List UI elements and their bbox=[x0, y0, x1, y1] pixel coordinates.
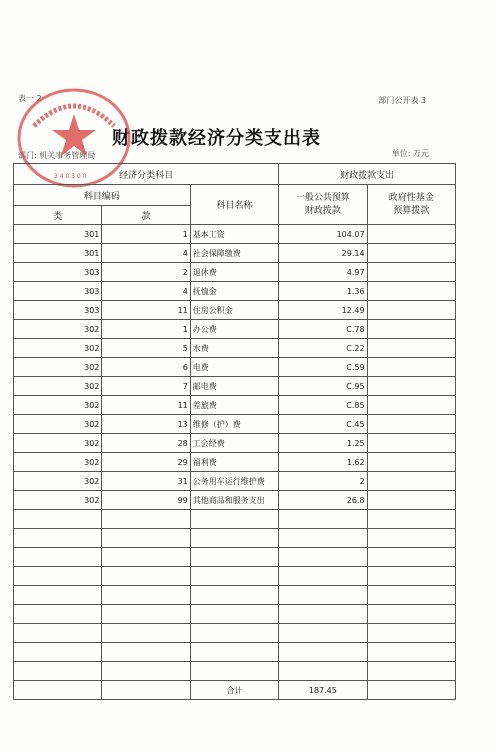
total-label: 合计 bbox=[190, 681, 278, 700]
cell-fund bbox=[367, 434, 455, 453]
empty-cell bbox=[367, 643, 455, 662]
cell-general: 4.97 bbox=[279, 263, 367, 282]
empty-cell bbox=[102, 548, 190, 567]
cell-name: 福利费 bbox=[190, 453, 278, 472]
cell-kuan: 13 bbox=[102, 415, 190, 434]
cell-name: 住房公积金 bbox=[190, 301, 278, 320]
expenditure-table bbox=[13, 163, 456, 700]
cell-lei: 302 bbox=[14, 415, 102, 434]
empty-cell bbox=[14, 548, 102, 567]
empty-cell bbox=[190, 510, 278, 529]
svg-text:3 4 0 3 0 0: 3 4 0 3 0 0 bbox=[54, 173, 87, 180]
cell-kuan: 29 bbox=[102, 453, 190, 472]
empty-cell bbox=[190, 643, 278, 662]
header-lei: 类 bbox=[14, 206, 102, 225]
table-row bbox=[14, 339, 456, 358]
empty-cell bbox=[14, 643, 102, 662]
empty-cell bbox=[102, 567, 190, 586]
cell-name: 其他商品和服务支出 bbox=[190, 491, 278, 510]
empty-cell bbox=[367, 510, 455, 529]
cell-fund bbox=[367, 358, 455, 377]
cell-general: 1.62 bbox=[279, 453, 367, 472]
cell-kuan: 11 bbox=[102, 396, 190, 415]
unit-label: 单位: 万元 bbox=[391, 149, 429, 158]
empty-cell bbox=[14, 567, 102, 586]
cell-kuan: 31 bbox=[102, 472, 190, 491]
cell-lei: 302 bbox=[14, 472, 102, 491]
header-econ: 经济分类科目 bbox=[14, 164, 279, 185]
cell-kuan: 4 bbox=[102, 282, 190, 301]
cell-lei: 302 bbox=[14, 320, 102, 339]
table-row bbox=[14, 320, 456, 339]
empty-cell bbox=[190, 529, 278, 548]
empty-cell bbox=[279, 624, 367, 643]
cell-name: 社会保障缴费 bbox=[190, 244, 278, 263]
table-row bbox=[14, 453, 456, 472]
header-fiscal: 财政拨款支出 bbox=[279, 164, 456, 185]
table-row bbox=[14, 415, 456, 434]
cell-kuan: 6 bbox=[102, 358, 190, 377]
cell-lei: 302 bbox=[14, 491, 102, 510]
empty-cell bbox=[14, 586, 102, 605]
empty-cell bbox=[279, 510, 367, 529]
cell-lei: 302 bbox=[14, 434, 102, 453]
empty-cell bbox=[14, 529, 102, 548]
cell-lei: 303 bbox=[14, 263, 102, 282]
empty-cell bbox=[14, 605, 102, 624]
cell-name: 电费 bbox=[190, 358, 278, 377]
cell-general: C.45 bbox=[279, 415, 367, 434]
empty-cell bbox=[14, 662, 102, 681]
empty-row bbox=[14, 624, 456, 643]
cell-fund bbox=[367, 282, 455, 301]
cell-fund bbox=[367, 301, 455, 320]
empty-cell bbox=[279, 529, 367, 548]
empty-cell bbox=[279, 643, 367, 662]
table-row bbox=[14, 244, 456, 263]
cell-kuan: 2 bbox=[102, 263, 190, 282]
table-row bbox=[14, 434, 456, 453]
table-row bbox=[14, 263, 456, 282]
cell-name: 差旅费 bbox=[190, 396, 278, 415]
cell-general: 1.36 bbox=[279, 282, 367, 301]
cell-lei: 301 bbox=[14, 244, 102, 263]
header-code: 科目编码 bbox=[14, 185, 191, 206]
empty-row bbox=[14, 548, 456, 567]
cell-name: 邮电费 bbox=[190, 377, 278, 396]
table-row bbox=[14, 225, 456, 244]
cell-fund bbox=[367, 263, 455, 282]
cell-name: 办公费 bbox=[190, 320, 278, 339]
form-number-right: 部门公开表 3 bbox=[378, 96, 426, 105]
cell-fund bbox=[367, 453, 455, 472]
cell-name: 维修（护）费 bbox=[190, 415, 278, 434]
empty-cell bbox=[102, 586, 190, 605]
cell-general: C.78 bbox=[279, 320, 367, 339]
cell-kuan: 5 bbox=[102, 339, 190, 358]
empty-cell bbox=[190, 586, 278, 605]
cell-lei: 302 bbox=[14, 339, 102, 358]
table-row bbox=[14, 472, 456, 491]
cell-name: 退休费 bbox=[190, 263, 278, 282]
empty-row bbox=[14, 567, 456, 586]
empty-cell bbox=[190, 605, 278, 624]
cell-name: 基本工资 bbox=[190, 225, 278, 244]
cell-kuan: 4 bbox=[102, 244, 190, 263]
empty-cell bbox=[190, 548, 278, 567]
table-row bbox=[14, 396, 456, 415]
cell-general: 1.25 bbox=[279, 434, 367, 453]
empty-cell bbox=[279, 605, 367, 624]
empty-cell bbox=[367, 567, 455, 586]
cell-fund bbox=[367, 320, 455, 339]
table-row bbox=[14, 301, 456, 320]
empty-cell bbox=[367, 548, 455, 567]
cell-kuan: 28 bbox=[102, 434, 190, 453]
cell-general: 2 bbox=[279, 472, 367, 491]
total-blank bbox=[367, 681, 455, 700]
empty-cell bbox=[102, 605, 190, 624]
header-fund: 政府性基金 预算拨款 bbox=[367, 185, 455, 225]
table-row bbox=[14, 282, 456, 301]
empty-cell bbox=[279, 548, 367, 567]
header-name: 科目名称 bbox=[190, 185, 278, 225]
empty-row bbox=[14, 510, 456, 529]
empty-row bbox=[14, 586, 456, 605]
empty-cell bbox=[102, 643, 190, 662]
cell-kuan: 1 bbox=[102, 320, 190, 339]
cell-lei: 302 bbox=[14, 358, 102, 377]
empty-row bbox=[14, 662, 456, 681]
total-blank bbox=[102, 681, 190, 700]
cell-lei: 303 bbox=[14, 282, 102, 301]
cell-name: 工会经费 bbox=[190, 434, 278, 453]
cell-kuan: 7 bbox=[102, 377, 190, 396]
cell-lei: 302 bbox=[14, 453, 102, 472]
cell-lei: 302 bbox=[14, 396, 102, 415]
empty-cell bbox=[279, 586, 367, 605]
empty-cell bbox=[367, 624, 455, 643]
cell-general: 26.8 bbox=[279, 491, 367, 510]
empty-cell bbox=[102, 624, 190, 643]
cell-lei: 302 bbox=[14, 377, 102, 396]
empty-cell bbox=[367, 662, 455, 681]
empty-cell bbox=[367, 586, 455, 605]
cell-lei: 303 bbox=[14, 301, 102, 320]
cell-fund bbox=[367, 415, 455, 434]
empty-cell bbox=[14, 624, 102, 643]
table-row bbox=[14, 358, 456, 377]
cell-general: C.59 bbox=[279, 358, 367, 377]
table-row bbox=[14, 377, 456, 396]
total-value: 187.45 bbox=[279, 681, 367, 700]
empty-cell bbox=[367, 529, 455, 548]
cell-general: 12.49 bbox=[279, 301, 367, 320]
cell-general: 29.14 bbox=[279, 244, 367, 263]
empty-row bbox=[14, 529, 456, 548]
cell-general: 104.07 bbox=[279, 225, 367, 244]
empty-cell bbox=[190, 662, 278, 681]
cell-name: 水费 bbox=[190, 339, 278, 358]
cell-general: C.22 bbox=[279, 339, 367, 358]
cell-name: 公务用车运行维护费 bbox=[190, 472, 278, 491]
department-label: 部门: 机关事务管理局 bbox=[18, 151, 96, 160]
cell-fund bbox=[367, 225, 455, 244]
total-row bbox=[14, 681, 456, 700]
table-row bbox=[14, 491, 456, 510]
form-number-left: 表一 2 bbox=[18, 94, 42, 103]
cell-general: C.95 bbox=[279, 377, 367, 396]
empty-row bbox=[14, 643, 456, 662]
empty-cell bbox=[102, 529, 190, 548]
empty-row bbox=[14, 605, 456, 624]
cell-kuan: 11 bbox=[102, 301, 190, 320]
empty-cell bbox=[367, 605, 455, 624]
empty-cell bbox=[14, 510, 102, 529]
empty-cell bbox=[102, 662, 190, 681]
empty-cell bbox=[279, 567, 367, 586]
document-title: 财政拨款经济分类支出表 bbox=[112, 128, 321, 149]
cell-name: 抚恤金 bbox=[190, 282, 278, 301]
cell-lei: 301 bbox=[14, 225, 102, 244]
cell-fund bbox=[367, 396, 455, 415]
cell-kuan: 1 bbox=[102, 225, 190, 244]
empty-cell bbox=[190, 567, 278, 586]
empty-cell bbox=[279, 662, 367, 681]
cell-fund bbox=[367, 244, 455, 263]
cell-fund bbox=[367, 339, 455, 358]
cell-fund bbox=[367, 472, 455, 491]
cell-kuan: 99 bbox=[102, 491, 190, 510]
cell-fund bbox=[367, 491, 455, 510]
cell-general: C.85 bbox=[279, 396, 367, 415]
cell-fund bbox=[367, 377, 455, 396]
header-general: 一般公共预算 财政拨款 bbox=[279, 185, 367, 225]
header-kuan: 款 bbox=[102, 206, 190, 225]
total-blank bbox=[14, 681, 102, 700]
empty-cell bbox=[102, 510, 190, 529]
empty-cell bbox=[190, 624, 278, 643]
